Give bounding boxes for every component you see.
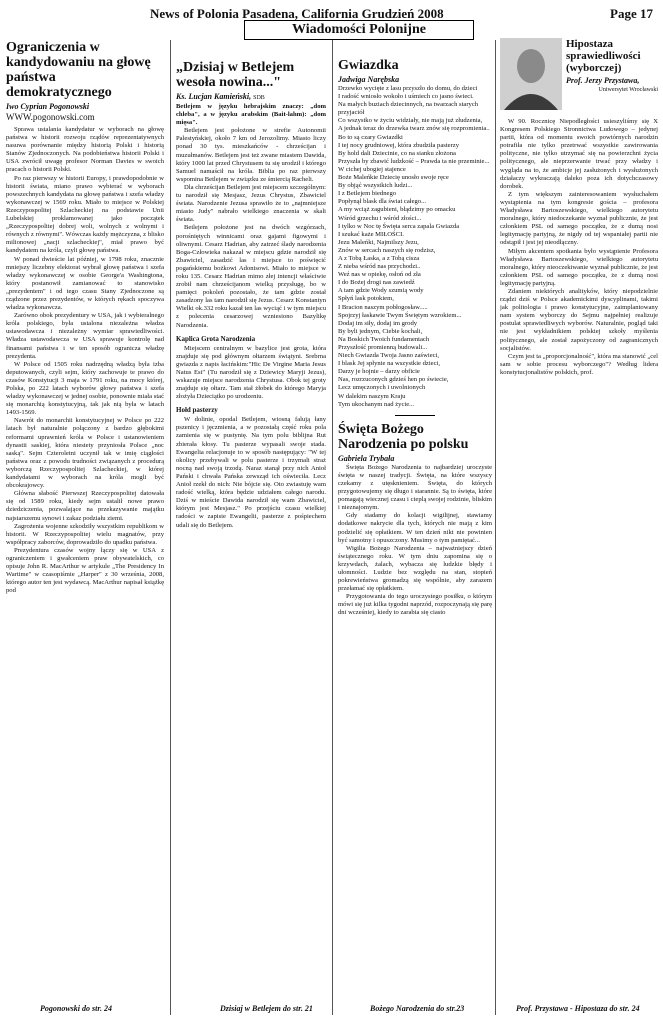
article-title: Święta Bożego Narodzenia po polsku <box>338 421 469 452</box>
continued-note: Pogonowski do str. 24 <box>40 1004 113 1013</box>
poem-line: Jezu Maleńki, Najmilszy Jezu, <box>338 238 419 246</box>
paragraph: Betlejem jest położone w strefie Autonomii Palestyńskiej, około 7 km od Jerozolimy. Miasto liczy ponad 30 tys. mieszkańców - chrześcijan i muzułmanów. Betlejem jest też zwane miastem Dawida, który 1000 lat przed Chrystusem tu się urodził i którego Samuel namaścił na króla. Biblia po raz pierwszy wspomina Betlejem w związku ze śmiercią Racheli. <box>176 127 326 183</box>
poem-line: Przyszła by zbawić ludzkość – Prawda ta nie przeminie... <box>338 157 490 165</box>
poem-line: Na małych buziach dziecinnych, na twarzach starych przyjaciół <box>338 101 479 117</box>
column-poem-and-article <box>338 36 492 1004</box>
poem-line: Spojrzyj łaskawie Twym Świętym wzrokiem... <box>338 311 462 319</box>
article-author: Iwo Cyprian Pogonowski <box>6 102 90 111</box>
article-title: Ograniczenia w kandydowaniu na głowę państwa demokratycznego <box>6 40 151 100</box>
author-affiliation: Uniwersytet Wrocławski <box>598 87 658 93</box>
paragraph: Zagrożenia wojenne szkodziły wszystkim republikom w historii. W Rzeczypospolitej wielu magnatów, przy współpracy zaborców, doprowadziło do upadku państwa. <box>6 522 164 546</box>
poem-line: A jednak teraz do drzewka twarz znów się rozpromienia.. <box>338 125 490 133</box>
author-website[interactable]: WWW.pogonowski.com <box>6 112 95 122</box>
paragraph: W 90. Rocznicę Niepodległości usieszyliśmy się X Kongresem Polskiego Stronnictwa Ludowego – jedynej partii, która od momentu swoich powtórnych narodzin potrafiła nie tylko przetrwać wszystkie zawirowania polityczne, nie tylko utrzymać się na powierzchni życia politycznego, ale nieprzerwanie trwać przy władzy i wygląda na to, że ambicje jej zasłużonych i wysłużonych działaczy wykraczają daleko poza ich dotychczasowy dorobek. <box>500 118 658 190</box>
paragraph: Zarówno obok prezydentury w USA, jak i wybieralnego króla polskiego, była ustalona niezależna władza ustawodawcza i niezależny wymiar sprawiedliwości. Władza ustawodawcza w USA sprawuje kontrolę nad finansami państwa i w ten sposób ogranicza władzę prezydenta. <box>6 312 164 360</box>
continued-note: Bożego Narodzenia do str.23 <box>370 1004 465 1013</box>
header-publication: News of Polonia Pasadena, California Grudzień 2008 <box>150 6 444 21</box>
section-banner: Wiadomości Polonijne <box>244 20 474 40</box>
poem-line: Dodaj im siły, dodaj im grody <box>338 319 418 327</box>
poem-line: Z nieba wśród nas przychodzi.. <box>338 263 421 271</box>
poem-line: Na Boskich Twoich fundamentach <box>338 335 430 343</box>
article-author: Ks. Lucjan Kamieński <box>176 92 250 101</box>
portrait-icon <box>500 38 562 110</box>
paragraph: Wigilia Bożego Narodzenia – najważniejszy dzień świątecznego roku. W tym dniu zapomina się o krzywdach, żalach, wybacza się ludzkie błędy i ułomności. Ludzie bez względu na stan, stopień pokrewieństwa gromadzą się wspólnie, aby zarazem przełamać się opłatkiem. <box>338 544 492 593</box>
poem-line: By hold dali Dziecinie, co na sianku złożona <box>338 149 456 157</box>
paragraph: Święta Bożego Narodzenia to najbardziej uroczyste święta w naszej tradycji. Święta, na które wszyscy czekamy z utęsknieniem. Święta, do których przygotowujemy się długo i starannie. Są to święta, które pomagają wiecznej czasu i cieplą swojej rodzinie, bliskim i nieznajomym. <box>338 463 492 512</box>
poem-line: Bo to są czary Gwiazdki <box>338 133 403 141</box>
poem-title: Gwiazdka <box>338 58 399 73</box>
continued-note: Prof. Przystawa - Hipostaza do str. 24 <box>516 1004 640 1013</box>
article-author: Gabriela Trybała <box>338 453 395 463</box>
poem-author: Jadwiga Narębska <box>338 75 400 84</box>
poem-line: A tam gdzie Wody szumią wody <box>338 287 424 295</box>
poem-line: I radość wniosło wokoło i uśmiech co jasno świeci. <box>338 93 474 101</box>
paragraph: Zdaniem niektórych analityków, który niepodzielnie rządzi dziś w Polsce akademickimi dyscyplinami, takimi jak politologia i prawo konstytucyjne, zaimplantowany nam system wyborczy do Sejmu najpełniej realizuje postulat sprawiedliwych wyborów. Naturalnie, pogląd taki nie jest wykładnikiem polskiej szkoły myślenia politycznego, ale został zapożyczony od zagranicznych socjalistów. <box>500 287 658 352</box>
poem-line: Boże Maleńkie Dziecię unosło swoje ręce <box>338 174 449 182</box>
article-body <box>500 118 658 377</box>
poem-line: Znów w sercach naszych się rodzisz, <box>338 246 436 254</box>
author-photo <box>500 38 562 110</box>
paragraph: Betlejem położone jest na dwóch wzgórzach, porośniętych winnicami oraz gajami figowymi i oliwnymi. Cesarz Hadrian, aby zatrzeć ślady narodzenia Boga-Człowieka nakazał w miejscu gdzie narodził się Zbawiciel, zasadzić las i miejsce to poświęcić pogańskiemu bożkowi Adonisowi. Miało to miejsce w roku 135. Cesarz Hadrian mimo złej intencji właściwie zrobił nam chrześcijanom wielką przysługę, bo w pamięci pokoleń pozostało, że tam gdzie został zasadzony las tam narodził się Jezus. Cesarz Konstantyn Wielki ok.332 roku kazał ten las wyciąć i w tym miejscu z polecenia cesarzowej wzniesiono Bazylikę Narodzenia. <box>176 224 326 329</box>
poem-line: W cichej ubogiej stajence <box>338 165 406 173</box>
paragraph: Przygotowania do tego uroczystego posiłku, o którym mówi się już kilka tygodni naprzód, rozpoczynają się parę dni wcześniej, kiedy to zarabia się ciasto <box>338 593 492 617</box>
section-text: W dolinie, opodal Betlejem, wiosną falują łany pszenicy i jęczmienia, a w pozostałą część roku pola zamienia się w pustynię. Na tym polu biblijna Rut zbierała kłosy. Tu pasterze wypasali swoje stada. Ewangelia relacjonuje to w sposób następujący: "W tej okolicy przebywali w polu pasterze i trzymali straż nocną nad swoją trzodą. Naraz stanął przy nich Anioł Pański i chwała Pańska zewsząd ich oświeciła. Lecz Anioł rzekł do nich: Nie bójcie się. Oto zwiastuję wam radość wielką, która będzie udziałem całego narodu. Dziś w mieście Dawida narodził się wam Zbawiciel, którym jest Mesjasz." Po przejściu czasu wielkiej radości w zapisie Ewangelii, pasterze z pośpiechem udali się do Betlejem. <box>176 416 326 529</box>
poem-body <box>338 85 492 409</box>
poem-line: Spłyń lask potokiem, <box>338 295 394 303</box>
poem-line: Darzy je hojnie – darzy obficie <box>338 368 420 376</box>
poem-line: I szukać każe MIŁOŚCI. <box>338 230 404 238</box>
poem-line: Przyszłość promienną budowali... <box>338 344 428 351</box>
page-number: Page 17 <box>610 6 653 21</box>
article-body <box>176 127 326 329</box>
poem-line: A z Tobą Łaska, a z Tobą cisza <box>338 254 420 262</box>
poem-line: Niech Gwiazda Twoja Jasno zaświeci, <box>338 352 440 360</box>
poem-line: Co wszystko w życiu widziały, nie mają już złudzenia, <box>338 117 483 125</box>
article-body <box>6 126 164 595</box>
paragraph: Prezydentura czasów wojny łączy się w USA z ograniczeniem i gwałceniem praw obywatelskich, co opisuje John R. MacArthur w artykule „The Presidency In Wartime" w czasopiśmie „Harper" z 30 września, 2008, którego autor ten jest wydawcą. MacArthur napisał książkę pod <box>6 546 164 595</box>
paragraph: Czym jest ta „proporcjonalność", która ma stanowić „cel sam w sobie procesu wyborczego"? Według lidera konstytucjonalistów polskich, prof. <box>500 352 658 376</box>
poem-line: I do Bożej drogi nas zawiedź <box>338 279 415 287</box>
column-rule <box>170 40 171 1015</box>
column-rule <box>332 40 333 1015</box>
article-author: Prof. Jerzy Przystawa, <box>566 76 640 85</box>
paragraph: Sprawa ustalania kandydatur w wyborach na głowę państwa w historii rozwoju rządów reprezentatywnych nasuwa porównanie między historią Polski i historią Stanów Zjednoczonych. Na podobieństwa historii Polski i USA zwrócił uwagę profesor Norman Davies w swoich pracach o historii Polski. <box>6 126 164 174</box>
article-betlejem: „Dzisiaj w Betlejem wesoła nowina..." Ks. Lucjan Kamieński, SDB Betlejem w języku hebrajskim znaczy: „dom chleba", a w języku arabskim (Bait-lahm): „dom mięsa". Betlejem jest położone w strefie Autonomii Palestyńskiej, około 7 km od Jerozolimy. Miasto liczy ponad 30 tys. mieszkańców - chrześcijan i muzułmanów. Betlejem jest też zwane miastem Dawida, który 1000 lat przed Chrystusem tu się urodził i którego Samuel namaścił na króla. Biblia po raz pierwszy wspomina Betlejem w związku ze śmiercią Racheli. Dla chrześcijan Betlejem jest miejscem szczególnym: tu narodził się Mesjasz, Jezus Chrystus, Zbawiciel świata. Narodzenie Jezusa sprawiło że to „najmniejsze miasto Judy" nabrało wielkiego znaczenia w skali świata. Betlejem położone jest na dwóch wzgórzach, porośniętych winnicami oraz gajami figowymi i oliwnymi. Cesarz Hadrian, aby zatrzeć ślady narodzenia Boga-Człowieka nakazał w miejscu gdzie narodził się Zbawiciel, zasadzić las i miejsce to poświęcić pogańskiemu bożkowi Adonisowi. Miało to miejsce w roku 135. Cesarz Hadrian mimo złej intencji właściwie zrobił nam chrześcijanom wielką przysługę, bo w pamięci pokoleń pozostało, że tam gdzie został zasadzony las tam narodził się Jezus. Cesarz Konstantyn Wielki ok.332 roku kazał ten las wyciąć i w tym miejscu z polecenia cesarzowej wzniesiono Bazylikę Narodzenia. Kaplica Grota Narodzenia Miejscem centralnym w bazylice jest grota, która znajduje się pod głównym ołtarzem świątyni. Srebrna gwiazda z napis łacińskim:"Hic De Virgine Maria Jesus Natus Est" (Tu narodził się z Dziewicy Maryji Jezus), wskazuje miejsce narodzenia Chrystusa. Obok tej groty znajduje się ołtarz. Tam stał żłobek do którego Maryja złożyła Dzieciątko po urodzeniu. Hołd pasterzy W dolinie, opodal Betlejem, wiosną falują łany pszenicy i jęczmienia, a w pozostałą część roku pola zamienia się w pustynię. Na tym polu biblijna Rut zbierała kłosy. Tu pasterze wypasali swoje stada. Ewangelia relacjonuje to w sposób następujący: "W tej okolicy przebywali w polu pasterze i trzymali straż nocną nad swoją trzodą. Naraz stanął przy nich Anioł Pański i chwała Pańska zewsząd ich oświeciła. Lecz Anioł rzekł do nich: Nie bójcie się. Oto zwiastuję wam radość wielką, która będzie udziałem całego narodu. Dziś w mieście Dawida narodził się wam Zbawiciel, którym jest Mesjasz." Po przejściu czasu wielkiej radości w zapisie Ewangelii, pasterze z pośpiechem udali się do Betlejem. <box>176 60 326 529</box>
poem-line: Tym ukochanym nad życie... <box>338 400 415 408</box>
paragraph: Z tym większym zainteresowaniem wysłuchałem wystąpienia na tym kongresie gościa – profesora Władysława Bartoszewskiego, wielkiego autorytetu moralnego, który niedoczekanie wyznał publicznie, że jest członkiem PSL od samego początku, że z dumą nosi legitymację partyjną, że nigdy od tej wspaniałej partii nie odstąpił i jest jej nieodłączny. <box>500 190 658 247</box>
poem-line: W dalekim naszym Kraju <box>338 392 406 400</box>
divider <box>395 415 435 416</box>
poem-line: By byli jednym, Ciebie kochali, <box>338 327 423 335</box>
paragraph: Główna słabość Pierwszej Rzeczypospolitej datowała się od 1589 roku, kiedy sejm ustalił nowe prawo dziedziczenia, pozwalające na przekazywanie majątku najstarszemu synowi i zakaz podziału ziemi. <box>6 490 164 522</box>
paragraph: W ponad dwieście lat później, w 1798 roku, znacznie mniejszy liczebny elektorat wybrał głowę państwa i szefa władzy wykonawczej w osobie George'a Washingtona, który postanowił zamianować to stanowisko „prezydentem" i od tego czasu Stany Zjednoczone są rządzone przez prezydentów, w których rękach spoczywa władza wykonawcza. <box>6 255 164 312</box>
poem-line: I blask Jej spłynie na wszystkie dzieci, <box>338 360 440 368</box>
poem-line: Popłynął blask dla świat całego... <box>338 198 427 206</box>
poem-line: By objąć wszystkich ludzi... <box>338 182 413 190</box>
section-heading: Kaplica Grota Narodzenia <box>176 334 256 343</box>
paragraph: Dla chrześcijan Betlejem jest miejscem szczególnym: tu narodził się Mesjasz, Jezus Chrystus, Zbawiciel świata. Narodzenie Jezusa sprawiło że to „najmniejsze miasto Judy" nabrało wielkiego znaczenia w skali świata. <box>176 183 326 224</box>
paragraph: W Polsce od 1505 roku nadrzędną władzą była izba deputowanych, czyli sejm, który zachowuje te prawo do czasów Konstytucji 3 maja w 1791 roku, na mocy której, Polska, po 222 latach wyborów głowy państwa i szefa władzy wykonawczej w jednej osobie, ponownie miała stać się monarchią konstytucyjną, tak jak nią była w latach 1493-1569. <box>6 360 164 417</box>
poem-line: Wśród grzechu i wśród złości... <box>338 214 422 222</box>
article-pogonowski <box>6 36 164 1012</box>
poem-line: I Bracion naszym pobłogosław..... <box>338 303 428 311</box>
article-lead: Betlejem w języku hebrajskim znaczy: „dom chleba", a w języku arabskim (Bait-lahm): „dom mięsa". <box>176 103 326 127</box>
section-text: Miejscem centralnym w bazylice jest grota, która znajduje się pod głównym ołtarzem świątyni. Srebrna gwiazda z napis łacińskim:"Hic De Virgine Maria Jesus Natus Est" (Tu narodził się z Dziewicy Maryji Jezus), wskazuje miejsce narodzenia Chrystusa. Obok tej groty znajduje się ołtarz. Tam stał żłobek do którego Maryja złożyła Dzieciątko po urodzeniu. <box>176 344 326 401</box>
article-title: „Dzisiaj w Betlejem wesoła nowina..." <box>176 60 295 90</box>
paragraph: Po raz pierwszy w historii Europy, i prawdopodobnie w historii świata, miano prawo wybierać w wyborach powszechnych kandydata na głowę państwa i szefa władzy wykonawczej w 1569 roku. Miało to miejsce w Polskiej Rzeczypospolitej Szlacheckiej na podstawie Unii Lubelskiej proklamowanej jako początek „Rzeczypospolitej dobrej woli, wolnych z wolnymi i równych z równymi". Wówczas każdy mężczyzna, z blisko milionowej „nacji szlacheckiej", miał prawo być kandydatem na króla, czyli głowę państwa. <box>6 174 164 255</box>
section-heading: Hołd pasterzy <box>176 406 218 415</box>
paragraph: Gdy siadamy do kolacji wigilijnej, stawiamy dodatkowe nakrycie dla tych, których nie mają z kim podzielić się opłatkiem. W ten dzień nikt nie powinien być samotny i opuszczony. Musimy o tym pamiętać... <box>338 512 492 544</box>
article-body <box>338 464 492 618</box>
poem-line: Lecz umęczonych i uwolnionych <box>338 384 426 392</box>
article-title: Hipostaza sprawiedliwości (wyborczej) <box>566 38 641 74</box>
article-przystawa <box>500 36 658 1004</box>
paragraph: Miłym akcentem spotkania było wystąpienie Profesora Władysława Bartoszewskiego, wielkiego autorytetu moralnego, który nieoczekiwanie wyznał publicznie, że jest członkiem PSL od samego początku, że z dumą nosi legitymację partyjną. <box>500 247 658 287</box>
column-rule <box>495 40 496 1015</box>
poem-line: I tej nocy grudniowej, która zbudziła pasterzy <box>338 141 460 149</box>
poem-line: A my wciąż zagubieni, błądzimy po omacku <box>338 206 456 214</box>
poem-line: Drzewko wycięte z lasu przyszło do domu, do dzieci <box>338 85 478 92</box>
poem-line: Nas, rozrzuconych gdzieś hen po świecie, <box>338 376 449 384</box>
author-order: SDB <box>253 95 265 101</box>
poem-line: Weź nas w opiekę, osłoń od zła <box>338 271 421 279</box>
continued-note: Dzisiaj w Betlejem do str. 21 <box>220 1004 313 1013</box>
poem-line: I tylko w Noc tę Święta serca zapala Gwiazda <box>338 222 460 230</box>
poem-line: I z Betlejem biednego <box>338 190 397 198</box>
paragraph: Nawrót do monarchii konstytucyjnej w Polsce po 222 latach był naturalnie połączony z bardzo głębokimi reformami uprawnień króla w Polsce i ustanowieniem dynastii saskiej, która niestety przyniosła Polsce „noc saską". Sejm Czteroletni uczynił tak w imię ciągłości państwa oraz z powodu trudności związanych z procedurą wyborczą Rzeczypospolitej Szlacheckiej, w której kandydatami w wyborach na króla mogli być obcokrajowcy. <box>6 417 164 490</box>
